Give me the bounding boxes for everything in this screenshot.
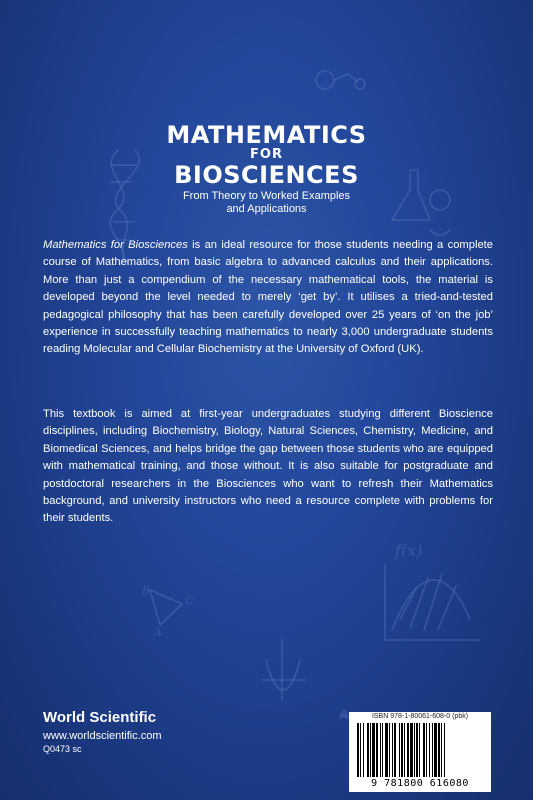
parabola-axes-icon: [262, 640, 305, 700]
publisher-name: World Scientific: [43, 709, 157, 726]
barcode-stripe: [410, 723, 413, 777]
barcode-stripe: [360, 723, 361, 777]
barcode-stripe: [419, 723, 420, 777]
function-graph-icon: [385, 541, 480, 640]
barcode-stripe: [363, 723, 364, 777]
triangle-label-b: B: [142, 584, 151, 597]
barcode-stripe: [441, 723, 442, 777]
barcode-stripe: [394, 723, 396, 777]
barcode-stripe: [380, 723, 381, 777]
barcode-bars: [355, 723, 485, 777]
barcode-stripe: [372, 723, 375, 777]
barcode-stripe: [357, 723, 359, 777]
barcode-stripe: [444, 723, 445, 777]
subtitle: [0, 190, 533, 216]
barcode-stripe: [414, 723, 415, 777]
barcode-stripe: [416, 723, 418, 777]
title-for: FOR: [250, 147, 283, 162]
barcode-stripe: [367, 723, 369, 777]
barcode-stripe: [432, 723, 433, 777]
triangle-icon: [141, 584, 194, 639]
sparkle-icon: [340, 710, 348, 718]
triangle-label-a: A: [154, 626, 162, 639]
fx-label: f(x): [395, 541, 423, 560]
title-mathematics: MATHEMATICS: [166, 121, 367, 149]
subtitle-line1: From Theory to Worked Examples: [182, 190, 351, 202]
barcode-stripe: [392, 723, 393, 777]
product-code: Q0473 sc: [43, 744, 82, 754]
title-biosciences: BIOSCIENCES: [174, 161, 359, 189]
barcode-stripe: [399, 723, 400, 777]
molecule-icon: [316, 71, 365, 89]
barcode-digits: 9 781800 616080: [371, 778, 469, 789]
blurb-paragraph-1: [43, 237, 493, 359]
barcode-stripe: [426, 723, 427, 777]
publisher-url: www.worldscientific.com: [43, 730, 162, 742]
barcode-stripe: [385, 723, 388, 777]
barcode-stripe: [370, 723, 371, 777]
publisher-block: [43, 709, 162, 755]
title-block: [0, 122, 533, 216]
barcode-stripe: [389, 723, 390, 777]
book-title-italic: Mathematics for Biosciences: [43, 239, 188, 251]
barcode-stripe: [438, 723, 440, 777]
isbn-label: ISBN 978-1-80061-608-0 (pbk): [371, 713, 469, 720]
barcode-stripe: [407, 723, 409, 777]
blurb-p1-text: is an ideal resource for those students needing a complete course of Mathematics, from basic algebra to advanced calculus and their applications. More than just a compendium of the necessary mathematical tools, the material is developed beyond the level needed to merely ‘get by’. It utilises a tried-and-tested pedagogical philosophy that has been carefully developed over 25 years of ‘on the job’ experience in successfully teaching mathematics to nearly 3,000 undergraduate students reading Molecular and Cellular Biochemistry at the University of Oxford (UK).: [43, 239, 494, 356]
barcode-stripe: [382, 723, 383, 777]
blurb-paragraph-2: [43, 406, 493, 528]
barcode-stripe: [376, 723, 378, 777]
barcode-box: [349, 712, 491, 792]
barcode-stripe: [429, 723, 430, 777]
blurb-p2-text: This textbook is aimed at first-year undergraduates studying different Bioscience disciplines, including Biochemistry, Biology, Natural Sciences, Chemistry, Medicine, and Biomedical Sciences, and helps bridge the gap between those students who are equipped with mathematical training, and those without. It is also suitable for postgraduate and postdoctoral researchers in the Biosciences who want to refresh their Mathematics background, and university instructors who need a resource complete with problems for their students.: [43, 408, 493, 525]
barcode-stripe: [434, 723, 437, 777]
barcode-stripe: [423, 723, 425, 777]
triangle-label-c: C: [185, 594, 194, 607]
barcode-stripe: [404, 723, 405, 777]
barcode-stripe: [401, 723, 403, 777]
subtitle-line2: and Applications: [226, 203, 307, 215]
